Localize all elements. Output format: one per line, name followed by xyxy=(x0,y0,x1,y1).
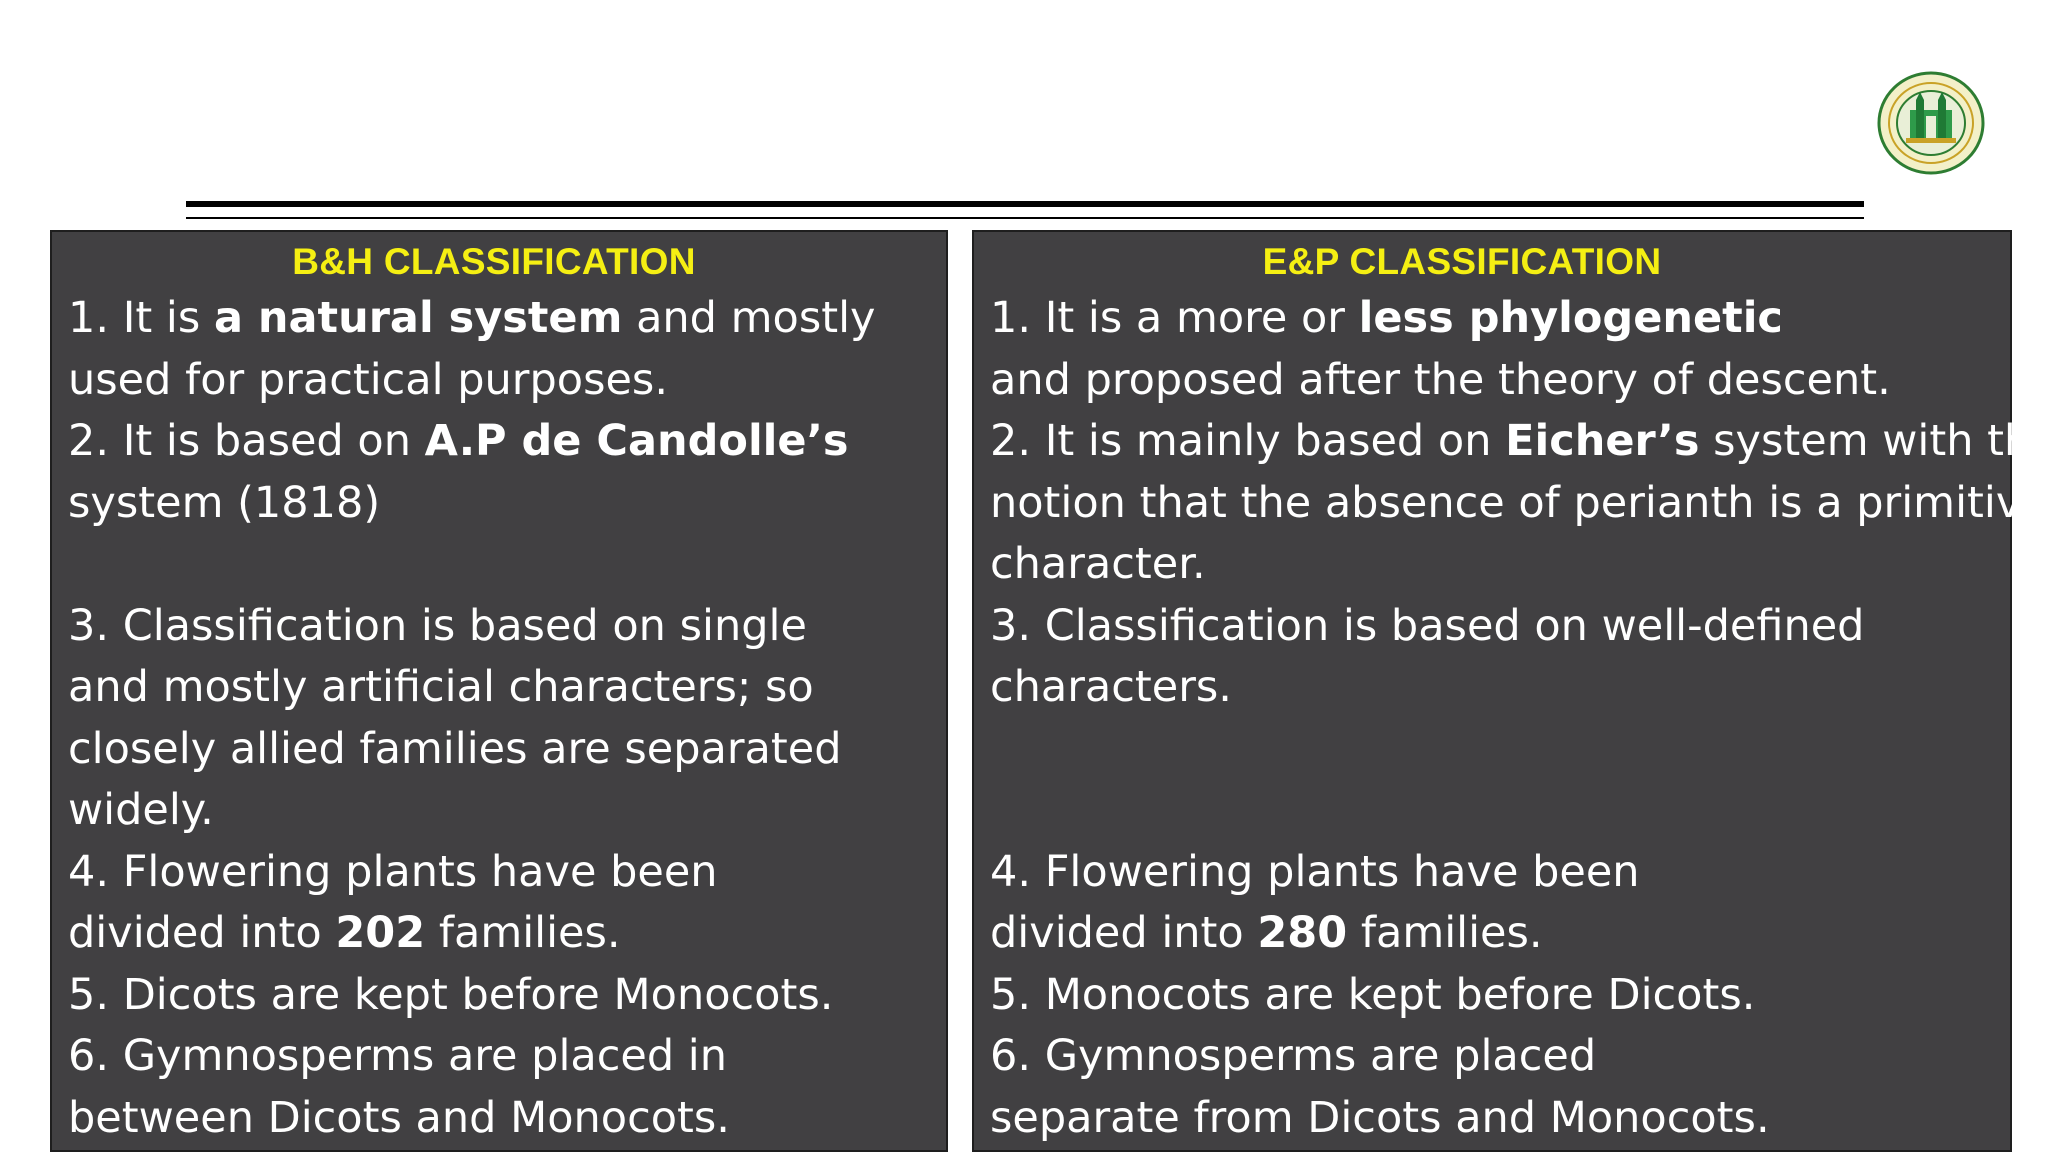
list-item-continuation: divided into 280 families. xyxy=(990,908,1543,958)
list-item-continuation: character. xyxy=(990,539,1206,589)
list-item: 6. Gymnosperms are placed in xyxy=(68,1031,728,1081)
list-item: 2. It is mainly based on Eicher’s system with the xyxy=(990,416,2058,466)
list-item: 4. Flowering plants have been xyxy=(68,846,718,897)
list-item: 2. It is based on A.P de Candolle’s xyxy=(68,416,849,466)
list-item-continuation: characters. xyxy=(990,662,1232,712)
list-item: 5. Monocots are kept before Dicots. xyxy=(990,969,1756,1020)
list-item-continuation: between Dicots and Monocots. xyxy=(68,1092,730,1143)
list-item-continuation: system (1818) xyxy=(68,477,381,528)
list-item: 4. Flowering plants have been xyxy=(990,846,1640,897)
list-item: 1. It is a natural system and mostly xyxy=(68,293,876,343)
panel-body xyxy=(990,288,2058,1149)
list-item-continuation: used for practical purposes. xyxy=(68,354,669,405)
blank-line xyxy=(68,534,946,596)
bh-classification-panel xyxy=(50,230,948,1152)
list-item: 5. Dicots are kept before Monocots. xyxy=(68,969,834,1020)
list-item-continuation: divided into 202 families. xyxy=(68,908,621,958)
telangana-emblem-icon xyxy=(1876,70,1986,176)
list-item-continuation: closely allied families are separated xyxy=(68,723,842,774)
list-item-continuation: and mostly artificial characters; so xyxy=(68,662,814,712)
panel-title: E&P CLASSIFICATION xyxy=(1262,241,1662,282)
blank-line xyxy=(990,719,2010,781)
list-item-continuation: widely. xyxy=(68,785,214,835)
list-item: 3. Classification is based on single xyxy=(68,600,807,651)
list-item-continuation: and proposed after the theory of descent. xyxy=(990,354,1891,405)
header-rule-thin xyxy=(186,217,1864,219)
list-item: 6. Gymnosperms are placed xyxy=(990,1031,1597,1081)
panel-body xyxy=(68,288,946,1149)
list-item-continuation: separate from Dicots and Monocots. xyxy=(990,1092,1770,1143)
header-rule-thick xyxy=(186,201,1864,207)
ep-classification-panel xyxy=(972,230,2058,1152)
list-item-continuation: notion that the absence of perianth is a primitive xyxy=(990,477,2048,528)
panel-title: B&H CLASSIFICATION xyxy=(292,241,696,282)
list-item: 3. Classification is based on well-defined xyxy=(990,600,1865,651)
list-item: 1. It is a more or less phylogenetic xyxy=(990,293,1783,343)
blank-line xyxy=(990,780,2010,842)
